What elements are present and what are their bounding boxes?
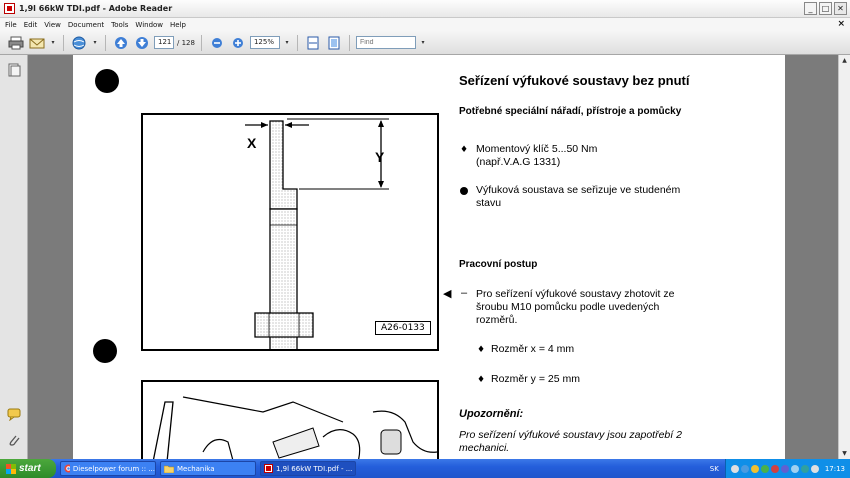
toolbar-separator	[297, 35, 298, 51]
menu-edit[interactable]: Edit	[23, 20, 38, 29]
find-input[interactable]	[356, 36, 416, 49]
scroll-up-arrow[interactable]: ▲	[842, 57, 847, 64]
dimension-y-label: Y	[375, 149, 385, 165]
folder-icon	[164, 464, 174, 473]
zoom-out-icon	[211, 37, 223, 49]
menu-file[interactable]: File	[5, 20, 17, 29]
comments-icon[interactable]	[7, 407, 21, 421]
procedure-heading: Pracovní postup	[459, 259, 538, 270]
note-line-1: Pro seřízení výfukové soustavy jsou zapotřebí 2	[459, 429, 682, 441]
adobe-reader-icon	[264, 464, 273, 473]
taskbar-item-adobe-reader[interactable]	[260, 461, 356, 476]
exhaust-drawing	[143, 382, 437, 459]
collaborate-dropdown[interactable]: ▾	[93, 39, 97, 46]
toolbar-separator	[63, 35, 64, 51]
bolt-tool-figure	[141, 113, 439, 351]
next-page-button[interactable]	[133, 35, 151, 51]
vertical-scrollbar[interactable]	[838, 55, 850, 459]
minimize-button[interactable]: _	[804, 2, 817, 15]
tray-icon[interactable]	[761, 465, 769, 473]
taskbar	[0, 459, 850, 478]
tool-item-1: Momentový klíč 5...50 Nm	[476, 143, 598, 155]
fit-width-button[interactable]	[304, 35, 322, 51]
procedure-step-1-line-2: šroubu M10 pomůcku podle uvedených	[476, 301, 660, 313]
tray-icon[interactable]	[741, 465, 749, 473]
dimension-x-label: X	[247, 135, 257, 151]
zoom-out-button[interactable]	[208, 35, 226, 51]
page-marker-dot	[95, 69, 119, 93]
menu-bar	[0, 18, 850, 31]
document-area[interactable]	[28, 55, 838, 459]
procedure-step-1-line-1: Pro seřízení výfukové soustavy zhotovit ze	[476, 288, 675, 300]
adobe-reader-icon	[4, 3, 15, 14]
window-title: 1,9l 66kW TDI.pdf - Adobe Reader	[19, 4, 173, 13]
tray-icon[interactable]	[731, 465, 739, 473]
section-heading: Seřízení výfukové soustavy bez pnutí	[459, 73, 690, 88]
tray-icon[interactable]	[791, 465, 799, 473]
note-heading: Upozornění:	[459, 408, 524, 420]
system-tray	[725, 459, 850, 478]
toolbar-separator	[105, 35, 106, 51]
circle-bullet	[460, 187, 468, 195]
close-document-button[interactable]: ×	[837, 19, 845, 29]
arrow-up-icon	[114, 36, 128, 50]
clock: 17:13	[824, 464, 845, 473]
tool-item-2: Výfuková soustava se seřizuje ve studeném	[476, 184, 681, 196]
menu-tools[interactable]: Tools	[111, 20, 129, 29]
tool-item-1-sub: (např.V.A.G 1331)	[476, 156, 561, 168]
close-button[interactable]: ✕	[834, 2, 847, 15]
fit-page-icon	[327, 36, 341, 50]
start-label: start	[19, 463, 41, 474]
toolbar-separator	[349, 35, 350, 51]
envelope-icon	[29, 36, 45, 50]
email-dropdown[interactable]: ▾	[51, 39, 55, 46]
page-total: / 128	[177, 38, 195, 47]
dimension-y-value: Rozměr y = 25 mm	[491, 373, 580, 385]
previous-page-button[interactable]	[112, 35, 130, 51]
email-button[interactable]	[28, 35, 46, 51]
tray-icon[interactable]	[751, 465, 759, 473]
fit-width-icon	[306, 36, 320, 50]
page-number-input[interactable]: 121	[154, 36, 174, 49]
taskbar-item-folder[interactable]	[160, 461, 256, 476]
volume-icon[interactable]	[811, 465, 819, 473]
toolbar-separator	[201, 35, 202, 51]
taskbar-item-browser[interactable]	[60, 461, 156, 476]
zoom-in-button[interactable]	[229, 35, 247, 51]
navigation-pane	[0, 55, 28, 459]
tool-item-2-sub: stavu	[476, 197, 502, 209]
arrow-down-icon	[135, 36, 149, 50]
taskbar-item-label: Mechanika	[177, 464, 215, 473]
collaborate-button[interactable]	[70, 35, 88, 51]
language-indicator[interactable]: SK	[709, 464, 719, 473]
tools-heading: Potřebné speciální nářadí, přístroje a pomůcky	[459, 106, 682, 117]
dash-bullet: –	[461, 287, 468, 299]
chrome-icon	[64, 464, 70, 473]
bolt-drawing	[143, 115, 437, 349]
start-button[interactable]	[0, 459, 56, 478]
attachments-icon[interactable]	[7, 433, 21, 447]
dimension-x-value: Rozměr x = 4 mm	[491, 343, 575, 355]
exhaust-figure	[141, 380, 439, 459]
tray-icon[interactable]	[771, 465, 779, 473]
taskbar-item-label: Dieselpower forum :: ...	[72, 464, 155, 473]
diamond-bullet: ♦	[477, 375, 486, 385]
pages-icon[interactable]	[7, 63, 21, 77]
zoom-in-icon	[232, 37, 244, 49]
note-line-2: mechanici.	[459, 442, 510, 454]
scroll-down-arrow[interactable]: ▼	[842, 450, 847, 457]
menu-view[interactable]: View	[44, 20, 61, 29]
procedure-step-1-line-3: rozměrů.	[476, 314, 518, 326]
taskbar-item-label: 1,9l 66kW TDI.pdf - ...	[276, 464, 353, 473]
printer-icon	[8, 36, 24, 50]
maximize-button[interactable]: □	[819, 2, 832, 15]
figure-pointer-arrow: ◀	[443, 288, 452, 300]
zoom-dropdown[interactable]: ▾	[285, 39, 289, 46]
menu-document[interactable]: Document	[67, 20, 105, 29]
find-dropdown[interactable]: ▾	[421, 39, 425, 46]
toolbar	[0, 31, 850, 55]
tray-icon[interactable]	[781, 465, 789, 473]
print-button[interactable]	[7, 35, 25, 51]
windows-logo-icon	[6, 464, 16, 474]
diamond-bullet: ♦	[460, 145, 469, 155]
zoom-input[interactable]: 125%	[250, 36, 280, 49]
globe-icon	[71, 36, 87, 50]
menu-window[interactable]: Window	[135, 20, 164, 29]
menu-help[interactable]: Help	[170, 20, 186, 29]
page-marker-dot	[93, 339, 117, 363]
diamond-bullet: ♦	[477, 345, 486, 355]
pdf-page	[73, 55, 785, 459]
title-bar	[0, 0, 850, 18]
tray-icon[interactable]	[801, 465, 809, 473]
figure-reference-label: A26-0133	[375, 321, 431, 335]
fit-page-button[interactable]	[325, 35, 343, 51]
